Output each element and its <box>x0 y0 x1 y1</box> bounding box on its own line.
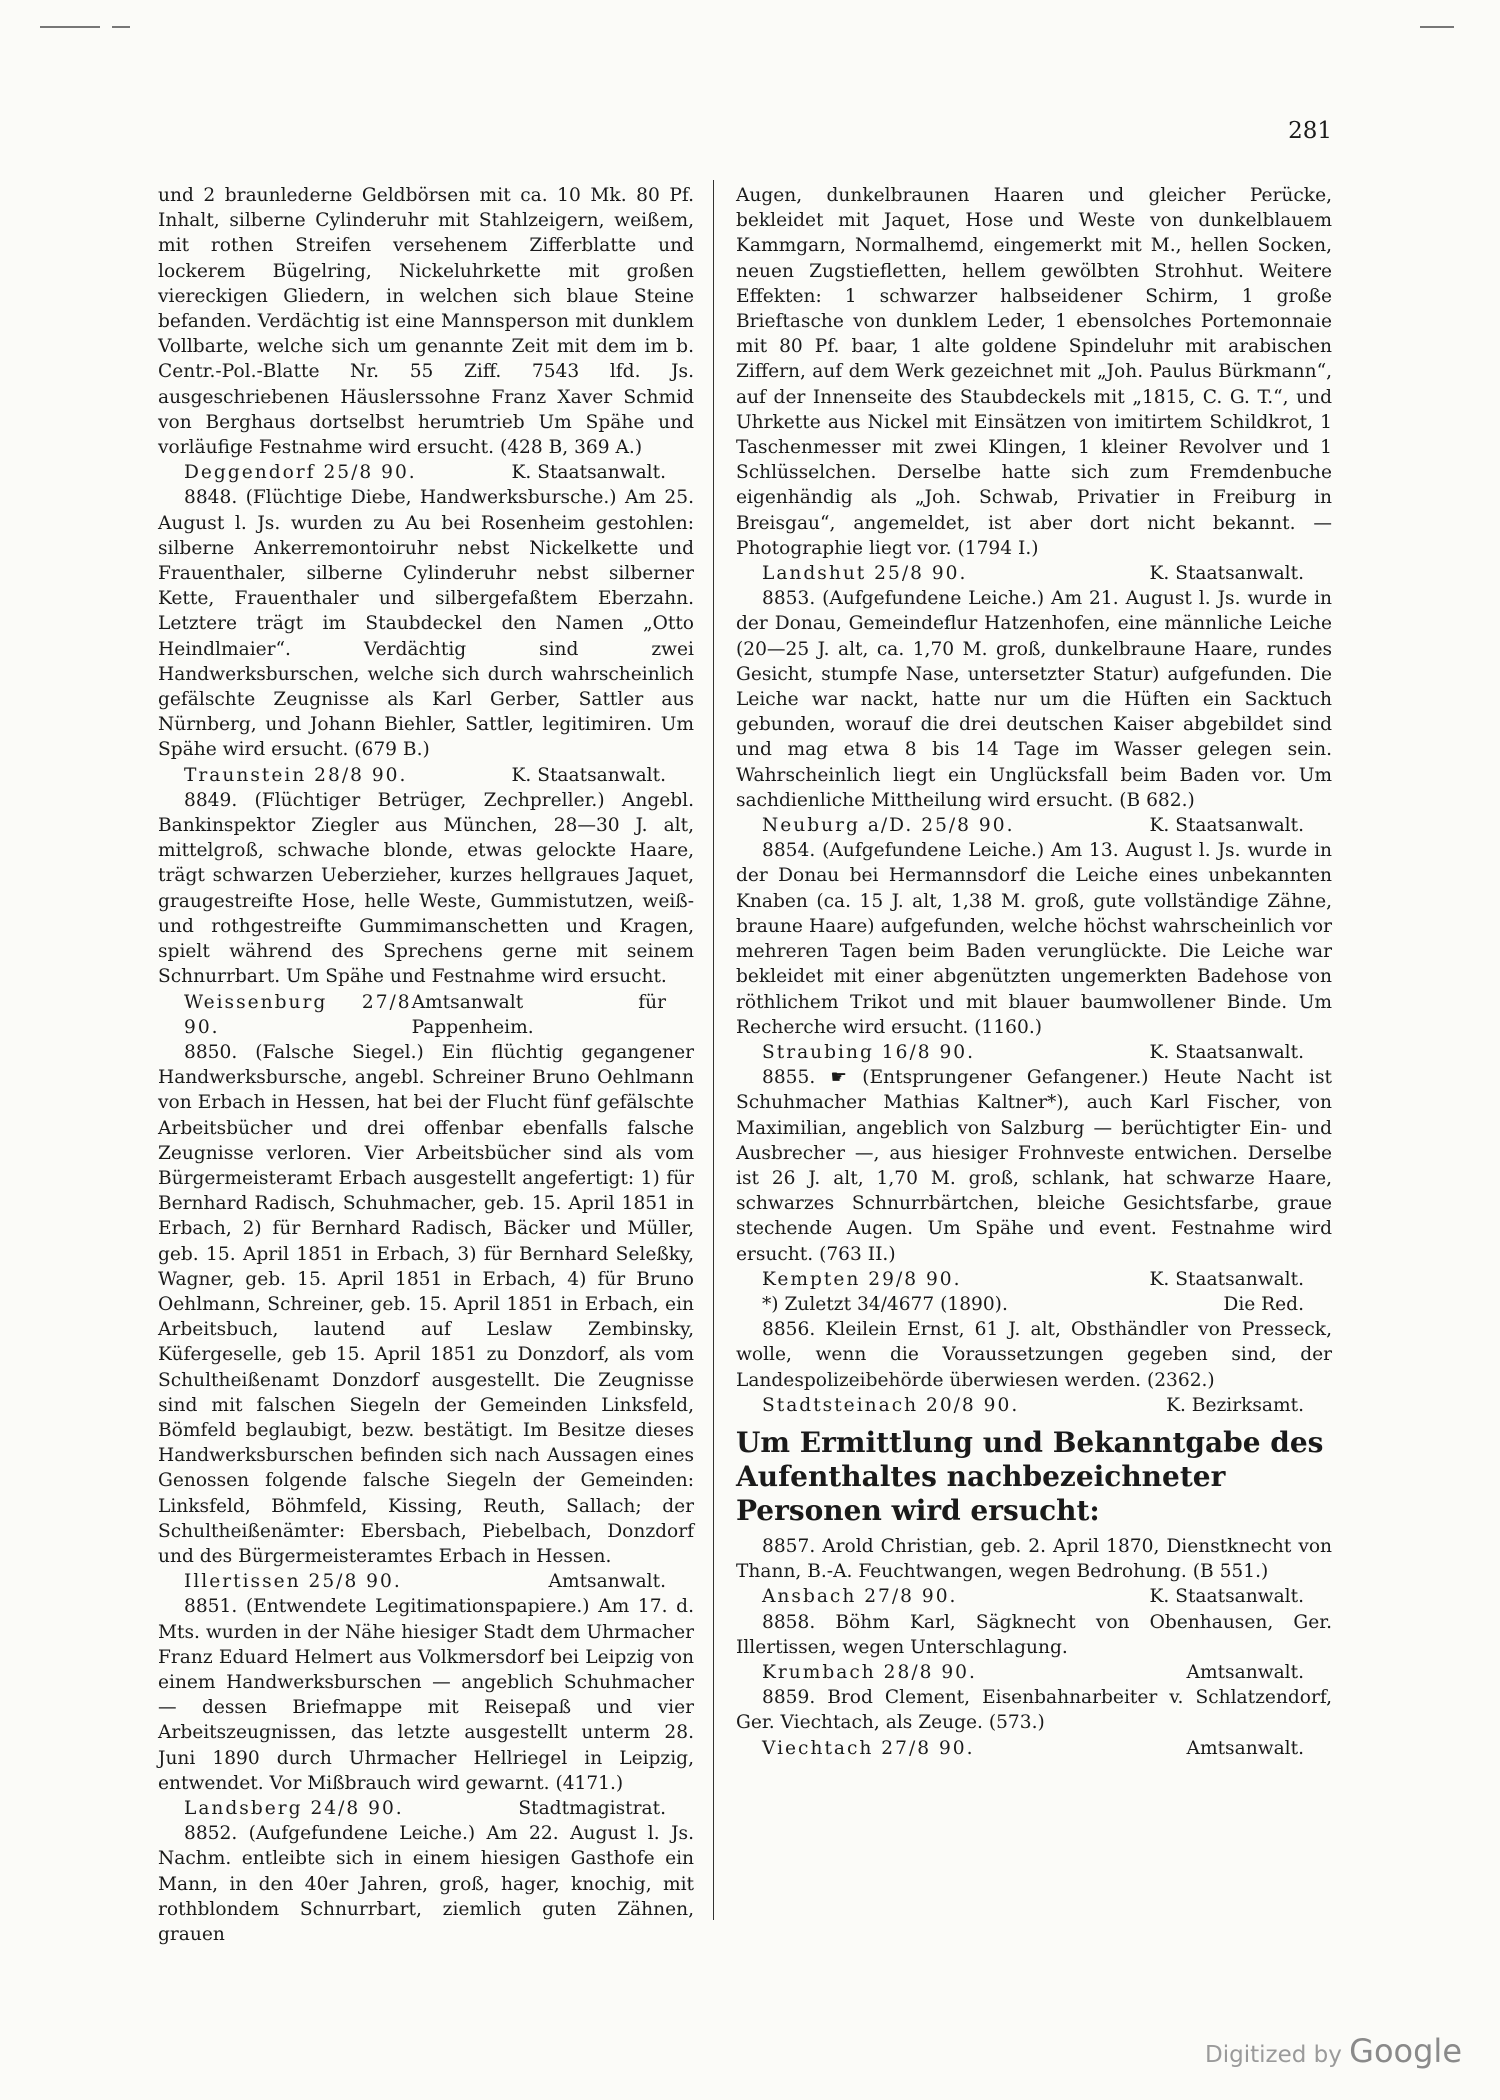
sig-authority: K. Staatsanwalt. <box>1149 563 1304 585</box>
sig-authority: Amtsanwalt. <box>1186 1661 1304 1683</box>
footnote <box>736 1292 1332 1317</box>
signature-line <box>736 1393 1332 1418</box>
notice-paragraph: 8854. (Aufgefundene Leiche.) Am 13. August l. Js. wurde in der Donau bei Hermannsdorf die Leiche eines unbekannten Knaben (ca. 15 J. alt, 1,38 M. groß, gute vollständige Zähne, braune Haare) aufgefunden, welche höchst wahrscheinlich vor mehreren Tagen beim Baden verunglückte. Die Leiche war bekleidet mit einer abgenützten ungemerkten Badehose von röthlichem Trikot und mit blauer baumwollener Binde. Um Recherche wird ersucht. (1160.) <box>736 840 1332 1038</box>
sig-authority: K. Staatsanwalt. <box>1149 1268 1304 1290</box>
sig-authority: K. Staatsanwalt. <box>1149 1041 1304 1063</box>
column-divider <box>713 180 714 1920</box>
notice-paragraph: 8855. ☛ (Entsprungener Gefangener.) Heute Nacht ist Schuhmacher Mathias Kaltner*), auch Karl Fischer, von Maximilian, angeblich von Salzburg — berüchtigter Ein- und Ausbrecher —, aus hiesiger Frohnveste entwichen. Derselbe ist 26 J. alt, 1,70 M. groß, schlank, hat schwarze Haare, schwarzes Schnurrbärtchen, bleiche Gesichtsfarbe, graue stechende Augen. Um Spähe und event. Festnahme wird ersucht. (763 II.) <box>736 1067 1332 1265</box>
signature-line <box>158 1569 694 1594</box>
sig-authority: K. Staatsanwalt. <box>1149 815 1304 837</box>
signature-line <box>736 561 1332 586</box>
sig-place-date: Straubing 16/8 90. <box>762 1041 976 1063</box>
notice-paragraph: 8851. (Entwendete Legitimationspapiere.) Am 17. d. Mts. wurden in der Nähe hiesiger Stadt dem Uhrmacher Franz Eduard Helmert aus Volkmersdorf bei Leipzig von einem Handwerksburschen — angeblich Schuhmacher — dessen Briefmappe mit Reisepaß und vier Arbeitszeugnissen, das letzte ausgestellt unterm 28. Juni 1890 durch Uhrmacher Hellriegel in Leipzig, entwendet. Vor Mißbrauch wird gewarnt. (4171.) <box>158 1596 694 1794</box>
signature-line <box>158 460 694 485</box>
notice-paragraph: 8850. (Falsche Siegel.) Ein flüchtig gegangener Handwerksbursche, angebl. Schreiner Bruno Oehlmann von Erbach in Hessen, hat bei der Flucht fünf gefälschte Arbeitsbücher und drei offenbar ebenfalls falsche Zeugnisse verloren. Vier Arbeitsbücher sind als vom Bürgermeisteramt Erbach ausgestellt angefertigt: 1) für Bernhard Radisch, Schuhmacher, geb. 15. April 1851 in Erbach, 2) für Bernhard Radisch, Bäcker und Müller, geb. 15. April 1851 in Erbach, 3) für Bernhard Seleßky, Wagner, geb. 15. April 1851 in Erbach, 4) für Bruno Oehlmann, Schreiner, geb. 15. April 1851 in Erbach, ein Arbeitsbuch, lautend auf Leslaw Zembinsky, Küfergeselle, geb 15. April 1851 zu Donzdorf, als vom Schultheißenamt Donzdorf ausgestellt. Die Zeugnisse sind mit falschen Siegeln der Gemeinden Linksfeld, Bömfeld beglaubigt, bezw. bestätigt. Im Besitze dieses Handwerksburschen befinden sich nach Aussagen eines Genossen folgende falsche Siegeln der Gemeinden: Linksfeld, Böhmfeld, Kissing, Reuth, Sallach; der Schultheißenämter: Ebersbach, Piebelbach, Donzdorf und des Bürgermeisteramtes Erbach in Hessen. <box>158 1041 694 1567</box>
sig-authority: Amtsanwalt für Pappenheim. <box>411 991 666 1038</box>
sig-place-date: Landsberg 24/8 90. <box>184 1798 404 1819</box>
right-column <box>736 183 1332 1761</box>
watermark-prefix: Digitized by <box>1205 2042 1342 2068</box>
footnote-authority: Die Red. <box>1223 1293 1304 1315</box>
notice-paragraph: 8853. (Aufgefundene Leiche.) Am 21. August l. Js. wurde in der Donau, Gemeindeflur Hatzenhofen, eine männliche Leiche (20—25 J. alt, ca. 1,70 M. groß, dunkelbraune Haare, rundes Gesicht, stumpfe Nase, untersetzter Statur) aufgefunden. Die Leiche war nackt, hatte nur um die Hüften ein Sacktuch gebunden, worauf die drei deutschen Kaiser abgebildet sind und mag etwa 8 bis 14 Tage im Wasser gelegen sein. Wahrscheinlich liegt ein Unglücksfall beim Baden vor. Um sachdienliche Mittheilung wird ersucht. (B 682.) <box>736 588 1332 811</box>
notice-paragraph: 8857. Arold Christian, geb. 2. April 1870, Dienstknecht von Thann, B.-A. Feuchtwangen, wegen Bedrohung. (B 551.) <box>736 1535 1332 1583</box>
notice-paragraph: Augen, dunkelbraunen Haaren und gleicher Perücke, bekleidet mit Jaquet, Hose und Weste von dunkelblauem Kammgarn, Normalhemd, eingemerkt mit M., hellen Socken, neuen Zugstiefletten, hellem gewölbten Strohhut. Weitere Effekten: 1 schwarzer halbseidener Schirm, 1 große Brieftasche von dunklem Leder, 1 ebensolches Portemonnaie mit 80 Pf. baar, 1 alte goldene Spindeluhr mit arabischen Ziffern, auf dem Werk gezeichnet mit „Joh. Paulus Bürkmann“, auf der Innenseite des Staubdeckels mit „1815, C. G. T.“, und Uhrkette aus Nickel mit Einsätzen von imitirtem Schildkrot, 1 Taschenmesser mit zwei Klingen, 1 kleiner Revolver und 1 Schlüsselchen. Derselbe hatte sich zum Fremdenbuche eigenhändig als „Joh. Schwab, Privatier in Freiburg in Breisgau“, angemeldet, ist aber dort nicht bekannt. — Photographie liegt vor. (1794 I.) <box>736 185 1332 559</box>
notice-paragraph: und 2 braunlederne Geldbörsen mit ca. 10 Mk. 80 Pf. Inhalt, silberne Cylinderuhr mit Stahlzeigern, weißem, mit rothen Streifen versehenem Zifferblatte und lockerem Bügelring, Nickeluhrkette mit großen viereckigen Gliedern, in welchen sich blaue Steine befanden. Verdächtig ist eine Mannsperson mit dunklem Vollbarte, welche sich um genannte Zeit mit dem im b. Centr.-Pol.-Blatte Nr. 55 Ziff. 7543 lfd. Js. ausgeschriebenen Häuslerssohne Franz Xaver Schmid von Berghaus dortselbst herumtrieb Um Spähe und vorläufige Festnahme wird ersucht. (428 B, 369 A.) <box>158 185 694 459</box>
sig-authority: Amtsanwalt. <box>1186 1737 1304 1759</box>
sig-place-date: Weissenburg 27/8 90. <box>184 991 412 1038</box>
notice-paragraph: 8848. (Flüchtige Diebe, Handwerksbursche.) Am 25. August l. Js. wurden zu Au bei Rosenheim gestohlen: silberne Ankerremontoiruhr nebst Nickelkette und Frauenthaler, silberne Cylinderuhr nebst silberner Kette, Frauenthaler und silbergefaßtem Eberzahn. Letztere trägt im Staubdeckel den Namen „Otto Heindlmaier“. Verdächtig sind zwei Handwerksburschen, welche sich durch wahrscheinlich gefälschte Zeugnisse als Karl Gerber, Sattler aus Nürnberg, und Johann Biehler, Sattler, legitimiren. Um Spähe wird ersucht. (679 B.) <box>158 487 694 761</box>
sig-place-date: Ansbach 27/8 90. <box>762 1586 958 1608</box>
sig-place-date: Kempten 29/8 90. <box>762 1268 962 1290</box>
sig-place-date: Deggendorf 25/8 90. <box>184 462 417 484</box>
signature-line <box>736 1660 1332 1685</box>
sig-place-date: Stadtsteinach 20/8 90. <box>762 1394 1020 1416</box>
sig-place-date: Viechtach 27/8 90. <box>762 1737 975 1759</box>
sig-authority: K. Staatsanwalt. <box>1149 1586 1304 1608</box>
sig-authority: K. Staatsanwalt. <box>511 764 666 786</box>
sig-place-date: Illertissen 25/8 90. <box>184 1571 402 1593</box>
notice-paragraph: 8859. Brod Clement, Eisenbahnarbeiter v. Schlatzendorf, Ger. Viechtach, als Zeuge. (573.) <box>736 1687 1332 1734</box>
signature-line <box>736 813 1332 838</box>
sig-authority: Amtsanwalt. <box>548 1571 666 1593</box>
signature-line <box>736 1584 1332 1609</box>
scan-edge-marks <box>40 22 1460 34</box>
sig-authority: K. Bezirksamt. <box>1166 1394 1304 1416</box>
google-logo: Google <box>1349 2032 1462 2070</box>
notice-paragraph: 8852. (Aufgefundene Leiche.) Am 22. August l. Js. Nachm. entleibte sich in einem hiesigen Gasthofe ein Mann, in den 40er Jahren, groß, hager, knochig, mit rothblondem Schnurrbart, ziemlich guten Zähnen, grauen <box>158 1823 694 1946</box>
sig-place-date: Landshut 25/8 90. <box>762 563 968 585</box>
footnote-text: *) Zuletzt 34/4677 (1890). <box>762 1293 1008 1315</box>
notice-paragraph: 8858. Böhm Karl, Sägknecht von Obenhausen, Ger. Illertissen, wegen Unterschlagung. <box>736 1611 1332 1658</box>
sig-place-date: Krumbach 28/8 90. <box>762 1661 977 1683</box>
left-column <box>158 183 694 1947</box>
notice-paragraph: 8849. (Flüchtiger Betrüger, Zechpreller.) Angebl. Bankinspektor Ziegler aus München, 28—30 J. alt, mittelgroß, schwache blonde, etwas gelockte Haare, trägt schwarzen Ueberzieher, kurzes hellgraues Jaquet, graugestreifte Hose, helle Weste, Gummistutzen, weiß- und rothgestreifte Gummimanschetten und Kragen, spielt während des Sprechens gerne mit seinem Schnurrbart. Um Spähe und Festnahme wird ersucht. <box>158 789 694 988</box>
signature-line <box>736 1267 1332 1292</box>
sig-place-date: Traunstein 28/8 90. <box>184 764 408 786</box>
digitized-watermark <box>1205 2032 1462 2070</box>
sig-place-date: Neuburg a/D. 25/8 90. <box>762 815 1015 837</box>
signature-line <box>158 990 694 1040</box>
signature-line <box>736 1040 1332 1065</box>
sig-authority: Stadtmagistrat. <box>518 1798 666 1819</box>
signature-line <box>736 1736 1332 1761</box>
sig-authority: K. Staatsanwalt. <box>511 462 666 484</box>
page-number: 281 <box>1288 118 1332 144</box>
notice-paragraph: 8856. Kleilein Ernst, 61 J. alt, Obsthändler von Presseck, wolle, wenn die Voraussetzungen gegeben sind, der Landespolizeibehörde überwiesen werden. (2362.) <box>736 1319 1332 1391</box>
signature-line <box>158 1796 694 1821</box>
signature-line <box>158 763 694 788</box>
section-heading: Um Ermittlung und Bekanntgabe des Aufenthaltes nachbezeichneter Personen wird ersucht: <box>736 1425 1324 1527</box>
